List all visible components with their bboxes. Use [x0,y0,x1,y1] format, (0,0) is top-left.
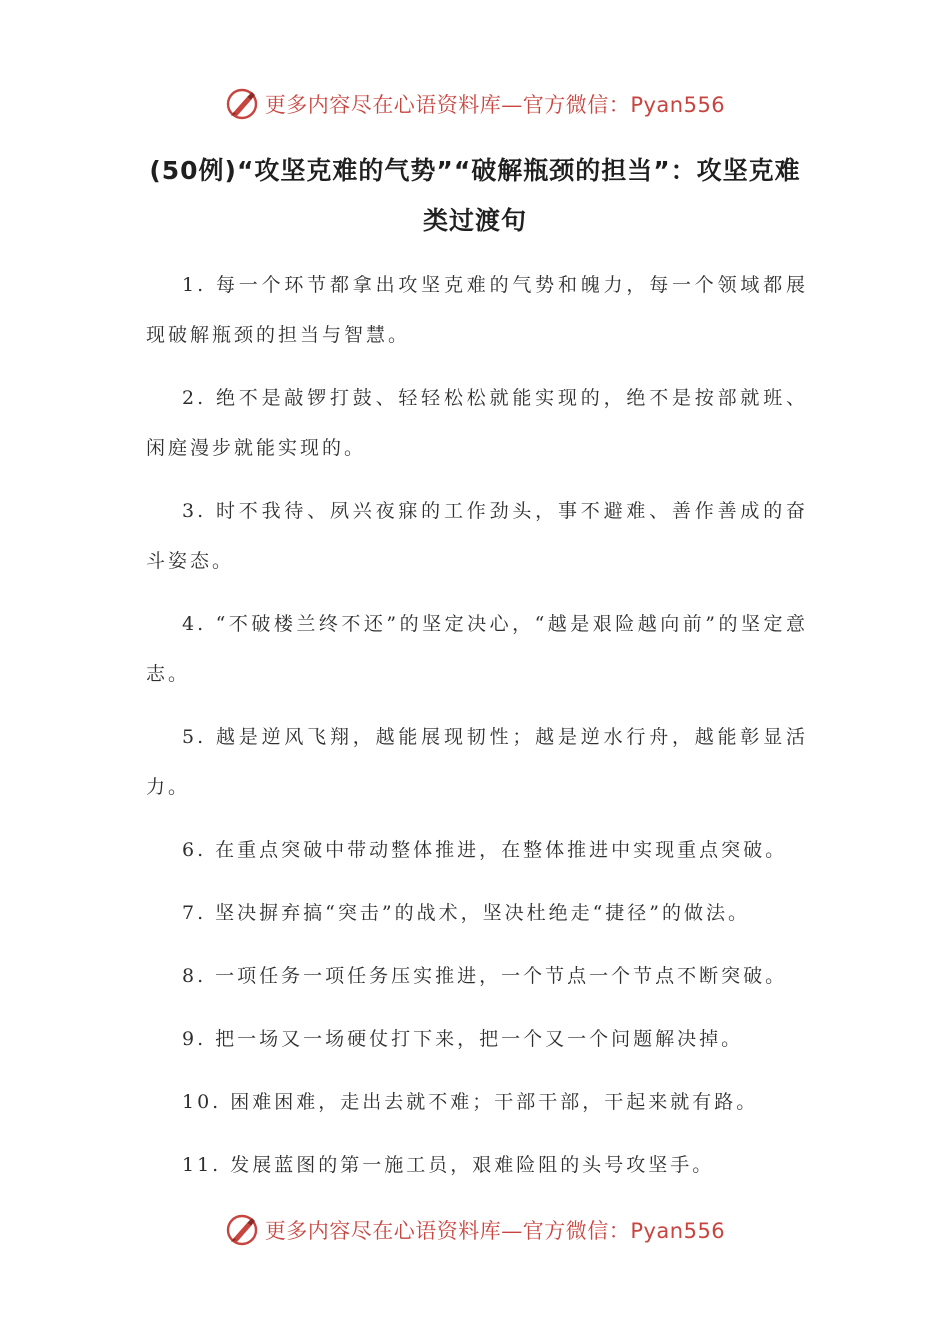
list-item: 2. 绝不是敲锣打鼓、轻轻松松就能实现的，绝不是按部就班、闲庭漫步就能实现的。 [146,387,808,459]
banner-text: 更多内容尽在心语资料库—官方微信：Pyan556 [264,1219,726,1243]
banner-wechat-id: Pyan556 [630,1219,726,1243]
pen-logo-icon [225,1213,259,1247]
list-item: 4. “不破楼兰终不还”的坚定决心，“越是艰险越向前”的坚定意志。 [146,613,808,685]
banner-wechat-id: Pyan556 [630,93,726,117]
list-item: 11. 发展蓝图的第一施工员，艰难险阻的头号攻坚手。 [182,1154,715,1176]
footer-banner [0,1208,950,1252]
banner-text: 更多内容尽在心语资料库—官方微信：Pyan556 [264,93,726,117]
list-item: 3. 时不我待、夙兴夜寐的工作劲头，事不避难、善作善成的奋斗姿态。 [146,500,808,572]
list-item: 1. 每一个环节都拿出攻坚克难的气势和魄力，每一个领域都展现破解瓶颈的担当与智慧。 [146,274,808,346]
list-item: 7. 坚决摒弃搞“突击”的战术，坚决杜绝走“捷径”的做法。 [182,902,751,924]
document-title: (50例)“攻坚克难的气势”“破解瓶颈的担当”：攻坚克难类过渡句 [149,156,801,235]
list-item: 8. 一项任务一项任务压实推进，一个节点一个节点不断突破。 [182,965,788,987]
pen-logo-icon [225,87,259,121]
header-banner [0,82,950,126]
list-item: 9. 把一场又一场硬仗打下来，把一个又一个问题解决掉。 [182,1028,744,1050]
list-item: 10. 困难困难，走出去就不难；干部干部，干起来就有路。 [182,1091,759,1113]
list-item: 6. 在重点突破中带动整体推进，在整体推进中实现重点突破。 [182,839,788,861]
list-item: 5. 越是逆风飞翔，越能展现韧性；越是逆水行舟，越能彰显活力。 [146,726,808,798]
document-body [146,260,808,1203]
